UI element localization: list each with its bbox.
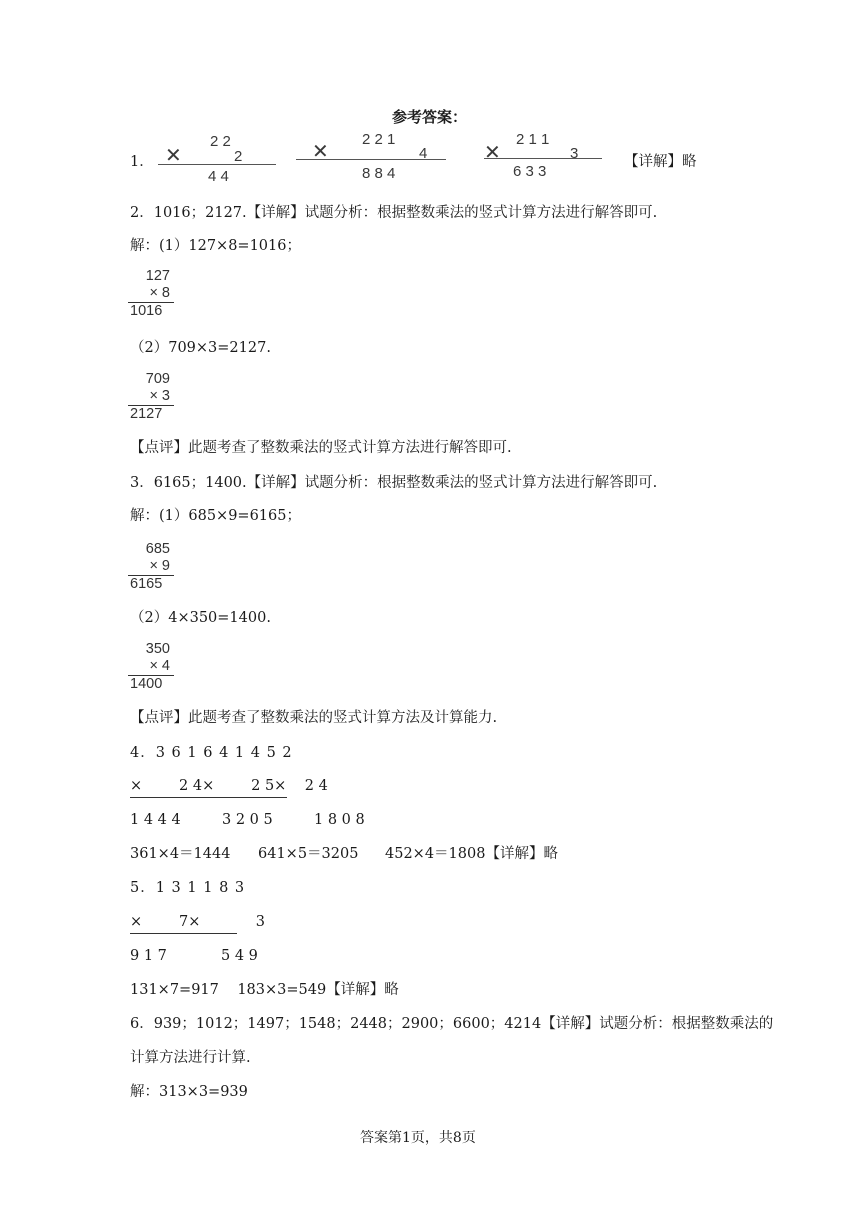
multiply-mark: ✕	[484, 142, 501, 164]
q1-detail: 【详解】略	[624, 154, 697, 170]
calc-multiplier: 4	[419, 145, 428, 162]
calc-top: 127	[145, 268, 170, 284]
calc-top: 2 1 1	[516, 131, 550, 148]
calc-top: 2 2 1	[362, 131, 396, 148]
multiply-mark: ✕	[165, 145, 182, 167]
q4-result-c: 1 8 0 8	[314, 812, 365, 828]
calc-multiplier: 2	[234, 148, 243, 165]
q6-answer-line-cont: 计算方法进行计算.	[130, 1050, 251, 1066]
q2-vertical-calc-2	[128, 371, 174, 423]
q2-solution-2: （2）709×3=2127.	[130, 340, 271, 356]
calc-result: 4 4	[208, 168, 229, 185]
q1-number: 1．	[130, 154, 154, 170]
calc-result: 6165	[130, 576, 163, 592]
q5-equations: 131×7=917 183×3=549【详解】略	[130, 982, 399, 998]
q4-result-b: 3 2 0 5	[222, 812, 273, 828]
q3-comment: 【点评】此题考查了整数乘法的竖式计算方法及计算能力.	[130, 710, 498, 726]
q5-line-2: × 7× 3	[130, 912, 237, 934]
q2-comment: 【点评】此题考查了整数乘法的竖式计算方法进行解答即可.	[130, 440, 512, 456]
q5-result-b: 5 4 9	[221, 948, 258, 964]
q2-solution-1: 解：(1）127×8=1016；	[130, 238, 301, 254]
calc-top: 2 2	[210, 133, 231, 150]
calc-result: 1016	[130, 303, 163, 319]
q4-equation-c: 452×4＝1808【详解】略	[385, 846, 558, 862]
q4-equation-b: 641×5＝3205	[258, 846, 359, 862]
calc-multiplier: × 4	[128, 658, 174, 676]
calc-multiplier: × 3	[128, 388, 174, 406]
calc-top: 350	[145, 641, 170, 657]
page-footer: 答案第1页，共8页	[360, 1130, 476, 1146]
calc-result: 8 8 4	[362, 165, 396, 182]
q4-result-a: 1 4 4 4	[130, 812, 181, 828]
calc-rule	[296, 159, 446, 160]
calc-multiplier: × 8	[128, 285, 174, 303]
q3-solution-2: （2）4×350=1400.	[130, 610, 271, 626]
q3-vertical-calc-2	[128, 641, 174, 693]
calc-rule	[484, 158, 602, 159]
multiply-mark: ✕	[312, 141, 329, 163]
q6-answer-line: 6．939；1012；1497；1548；2448；2900；6600；4214【详解】试题分析：根据整数乘法的	[130, 1016, 774, 1032]
calc-result: 1400	[130, 676, 163, 692]
q3-answer-line: 3．6165；1400.【详解】试题分析：根据整数乘法的竖式计算方法进行解答即可.	[130, 475, 658, 491]
q5-line-1: 5．1 3 1 1 8 3	[130, 880, 246, 896]
q2-vertical-calc-1	[128, 268, 174, 320]
calc-multiplier: 3	[570, 145, 579, 162]
q4-line-1: 4．3 6 1 6 4 1 4 5 2	[130, 745, 293, 761]
answer-title: 参考答案：	[392, 108, 468, 126]
q4-line-2: × 2 4× 2 5× 2 4	[130, 776, 287, 798]
calc-rule	[158, 164, 276, 165]
q2-answer-line: 2．1016；2127.【详解】试题分析：根据整数乘法的竖式计算方法进行解答即可.	[130, 205, 658, 221]
calc-result: 2127	[130, 406, 163, 422]
q3-vertical-calc-1	[128, 541, 174, 593]
calc-top: 709	[145, 371, 170, 387]
calc-result: 6 3 3	[513, 163, 547, 180]
q4-equation-a: 361×4＝1444	[130, 846, 231, 862]
q6-solution: 解：313×3=939	[130, 1084, 248, 1100]
calc-top: 685	[145, 541, 170, 557]
q5-result-a: 9 1 7	[130, 948, 167, 964]
calc-multiplier: × 9	[128, 558, 174, 576]
q3-solution-1: 解：(1）685×9=6165；	[130, 508, 301, 524]
